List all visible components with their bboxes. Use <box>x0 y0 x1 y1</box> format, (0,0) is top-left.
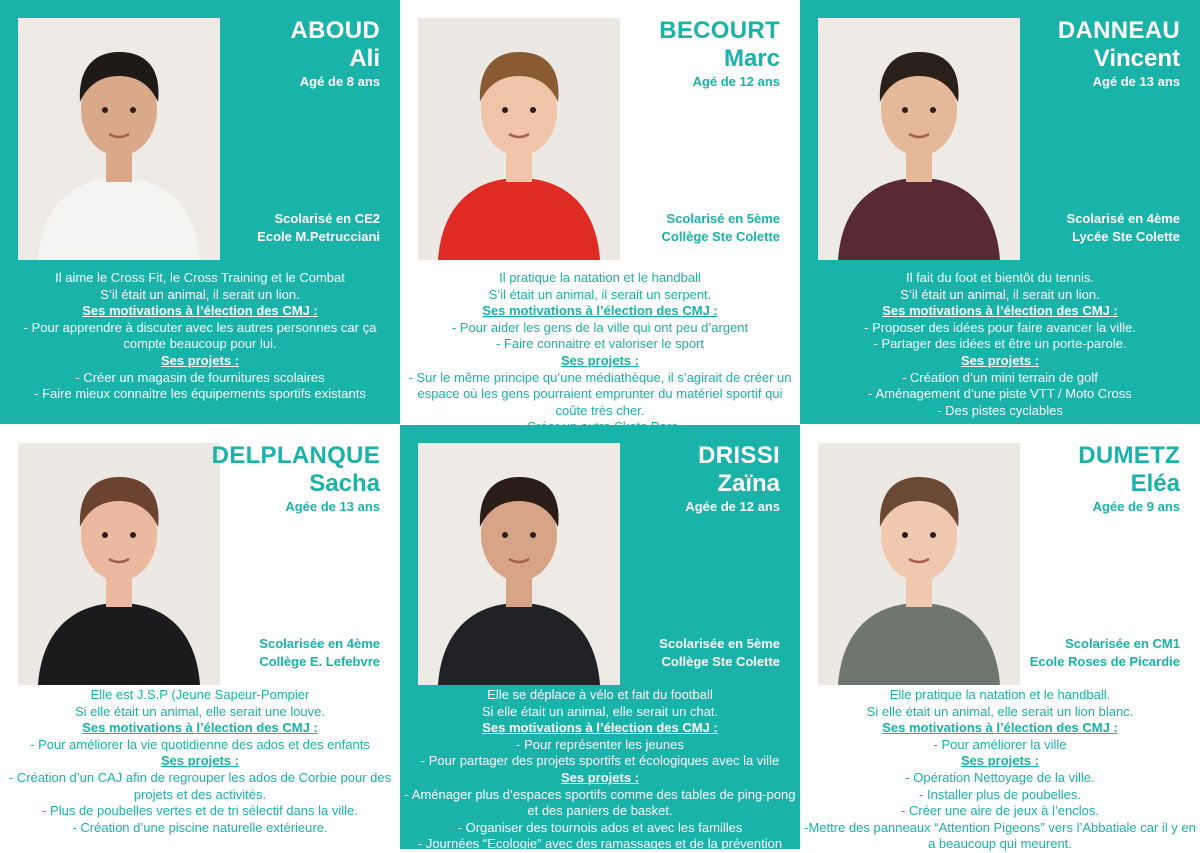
candidate-name <box>1078 441 1180 516</box>
project-item: - Aménager plus d’espaces sportifs comme des tables de ping-pong et des paniers de basket. <box>404 786 796 819</box>
candidate-description <box>804 687 1196 853</box>
school-level: Scolarisée en 5ème <box>659 636 780 651</box>
candidate-age: Agée de 9 ans <box>1092 499 1180 514</box>
candidate-description <box>404 270 796 436</box>
girl-long-hair-photo <box>18 443 220 685</box>
school-name: Ecole M.Petrucciani <box>257 229 380 244</box>
candidate-lastname: ABOUD <box>290 17 380 44</box>
candidate-school <box>257 210 380 246</box>
school-level: Scolarisé en 5ème <box>666 211 780 226</box>
school-level: Scolarisé en 4ème <box>1066 211 1180 226</box>
candidate-firstname: Vincent <box>1093 45 1180 72</box>
projects-heading: Ses projets : <box>160 753 240 769</box>
candidate-age: Agé de 8 ans <box>299 74 380 89</box>
project-item: - Des pistes cyclables <box>937 402 1063 418</box>
candidate-description <box>804 270 1196 419</box>
candidate-lastname: DANNEAU <box>1057 17 1180 44</box>
school-name: Collège Ste Colette <box>661 229 780 244</box>
projects-heading: Ses projets : <box>560 769 640 785</box>
motivations-heading: Ses motivations à l’élection des CMJ : <box>82 720 318 736</box>
school-level: Scolarisée en CM1 <box>1065 636 1180 651</box>
project-item: - Installer plus de poubelles. <box>919 786 1081 802</box>
motivation-item: - Pour améliorer la vie quotidienne des ados et des enfants <box>30 736 370 752</box>
school-name: Collège Ste Colette <box>661 654 780 669</box>
candidate-school <box>1067 210 1180 246</box>
project-item: -Mettre des panneaux “Attention Pigeons” vers l’Abbatiale car il y en a beaucoup qui meurent. <box>804 819 1196 852</box>
candidate-name <box>1058 16 1180 91</box>
project-item: - Créer une aire de jeux à l’enclos. <box>901 803 1099 819</box>
candidate-age: Agée de 13 ans <box>285 499 380 514</box>
school-name: Collège E. Lefebvre <box>259 654 380 669</box>
bio-line: Elle pratique la natation et le handball. <box>889 687 1111 702</box>
candidate-school <box>659 635 780 671</box>
candidate-card-drissi <box>400 425 800 852</box>
motivation-item: - Faire connaitre et valoriser le sport <box>495 336 705 352</box>
candidate-age: Agé de 12 ans <box>692 74 780 89</box>
project-item: - Plus de poubelles vertes et de tri sélectif dans la ville. <box>42 803 358 819</box>
girl-bob-glasses-photo <box>818 443 1020 685</box>
school-name: Ecole Roses de Picardie <box>1029 654 1180 669</box>
projects-heading: Ses projets : <box>160 352 240 368</box>
bio-line: Elle est J.S.P (Jeune Sapeur-Pompier <box>90 687 310 702</box>
project-item: - Créer un magasin de fournitures scolaires <box>75 369 325 385</box>
motivation-item: - Pour apprendre à discuter avec les autres personnes car ça compte beaucoup pour lui. <box>23 319 377 352</box>
candidate-lastname: DELPLANQUE <box>211 442 380 469</box>
projects-heading: Ses projets : <box>560 352 640 368</box>
bio-line: Il aime le Cross Fit, le Cross Training et le Combat <box>55 270 345 285</box>
motivation-item: - Partager des idées et être un porte-parole. <box>873 336 1127 352</box>
candidate-firstname: Eléa <box>1130 470 1180 497</box>
project-item: - Création d’une piscine naturelle extérieure. <box>72 819 328 835</box>
motivations-heading: Ses motivations à l’élection des CMJ : <box>482 303 718 319</box>
project-item: - Sur le même principe qu’une médiathèque, il s’agirait de créer un espace où les gens pourraient emprunter du matériel sportif qui coûte très cher. <box>408 369 792 418</box>
candidate-lastname: BECOURT <box>659 17 780 44</box>
projects-heading: Ses projets : <box>960 352 1040 368</box>
bio-line: Elle se déplace à vélo et fait du football <box>487 687 713 702</box>
school-level: Scolarisée en 4ème <box>259 636 380 651</box>
motivation-item: - Pour aider les gens de la ville qui ont peu d’argent <box>451 319 749 335</box>
candidate-description <box>4 687 396 836</box>
boy-white-shirt-photo <box>18 18 220 260</box>
candidate-card-delplanque <box>0 425 400 849</box>
candidate-lastname: DRISSI <box>698 442 780 469</box>
motivations-heading: Ses motivations à l’élection des CMJ : <box>482 720 718 736</box>
motivation-item: - Pour améliorer la ville <box>933 736 1067 752</box>
project-item: - Organiser des tournois ados et avec les familles <box>457 819 743 835</box>
candidate-lastname: DUMETZ <box>1078 442 1180 469</box>
bio-line: S’il était un animal, il serait un lion. <box>100 286 300 302</box>
bio-line: Il pratique la natation et le handball <box>499 270 701 285</box>
bio-line: Si elle était un animal, elle serait un chat. <box>481 703 719 719</box>
candidate-firstname: Zaïna <box>717 470 780 497</box>
candidate-card-becourt <box>400 0 800 424</box>
project-item: - Journées “Ecologie” avec des ramassages et de la prévention <box>417 836 783 852</box>
bio-line: S’il était un animal, il serait un serpent. <box>488 286 712 302</box>
candidate-card-aboud <box>0 0 400 424</box>
motivation-item: - Pour représenter les jeunes <box>516 736 684 752</box>
candidate-name <box>291 16 381 91</box>
school-name: Lycée Ste Colette <box>1072 229 1180 244</box>
school-level: Scolarisé en CE2 <box>274 211 380 226</box>
motivation-item: - Pour partager des projets sportifs et écologiques avec la ville <box>420 753 780 769</box>
candidate-name <box>685 441 780 516</box>
project-item: - Création d’un CAJ afin de regrouper les ados de Corbie pour des projets et des activités. <box>8 769 392 802</box>
motivations-heading: Ses motivations à l’élection des CMJ : <box>882 303 1118 319</box>
candidate-firstname: Ali <box>349 45 380 72</box>
bio-line: Si elle était un animal, elle serait un lion blanc. <box>866 703 1134 719</box>
girl-curly-hair-glasses-photo <box>418 443 620 685</box>
motivations-heading: Ses motivations à l’élection des CMJ : <box>82 303 318 319</box>
boy-red-hoodie-photo <box>418 18 620 260</box>
candidate-school <box>259 635 380 671</box>
project-item: - Aménagement d’une piste VTT / Moto Cross <box>868 386 1132 402</box>
candidate-school <box>1030 635 1180 671</box>
candidate-school <box>662 210 780 246</box>
project-item: - Faire mieux connaitre les équipements sportifs existants <box>34 386 366 402</box>
motivation-item: - Proposer des idées pour faire avancer la ville. <box>864 319 1136 335</box>
candidate-age: Agée de 12 ans <box>685 499 780 514</box>
candidate-name <box>212 441 380 516</box>
candidate-name <box>659 16 780 91</box>
candidate-firstname: Sacha <box>309 470 380 497</box>
candidate-card-danneau <box>800 0 1200 424</box>
motivations-heading: Ses motivations à l’élection des CMJ : <box>882 720 1118 736</box>
bio-line: Il fait du foot et bientôt du tennis. <box>906 270 1094 285</box>
candidate-description <box>4 270 396 403</box>
bio-line: S’il était un animal, il serait un lion. <box>900 286 1100 302</box>
candidate-description <box>404 687 796 853</box>
project-item: - Création d’un mini terrain de golf <box>902 369 1098 385</box>
candidate-firstname: Marc <box>723 45 780 72</box>
boy-maroon-hoodie-photo <box>818 18 1020 260</box>
candidate-card-dumetz <box>800 425 1200 852</box>
project-item: - Opération Nettoyage de la ville. <box>905 769 1095 785</box>
bio-line: Si elle était un animal, elle serait une louve. <box>74 703 326 719</box>
candidate-age: Agé de 13 ans <box>1092 74 1180 89</box>
projects-heading: Ses projets : <box>960 753 1040 769</box>
